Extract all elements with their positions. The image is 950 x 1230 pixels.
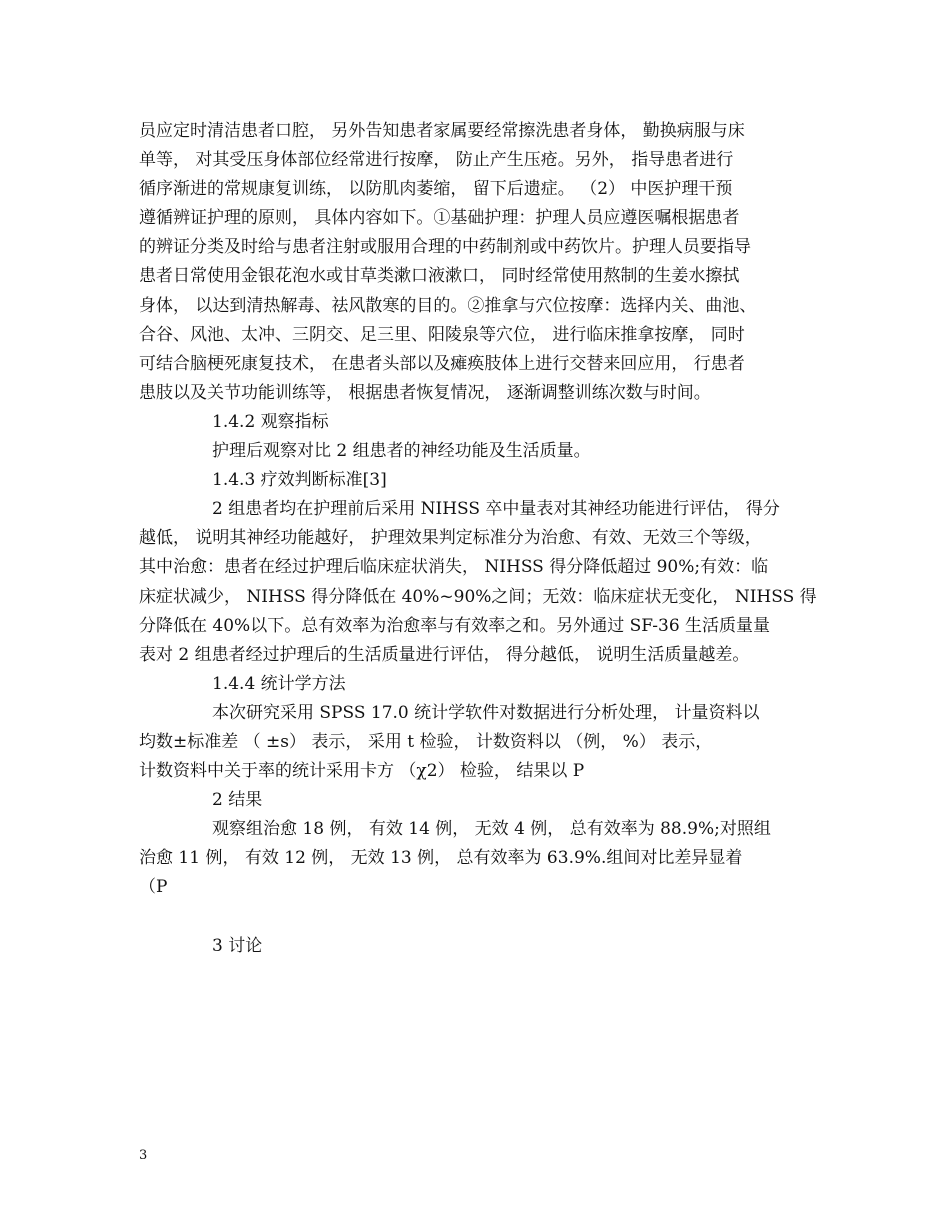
body-line: 治愈 11 例， 有效 12 例， 无效 13 例， 总有效率为 63.9%.组间对比差异显着	[139, 848, 743, 869]
body-line: 遵循辨证护理的原则， 具体内容如下。①基础护理：护理人员应遵医嘱根据患者	[139, 208, 740, 229]
section-heading: 1.4.3 疗效判断标准[3]	[212, 470, 387, 491]
body-line: 患肢以及关节功能训练等， 根据患者恢复情况， 逐渐调整训练次数与时间。	[139, 382, 711, 403]
body-line: 单等， 对其受压身体部位经常进行按摩， 防止产生压疮。另外， 指导患者进行	[139, 150, 734, 171]
document-body	[139, 117, 819, 961]
body-line: （P	[139, 877, 168, 898]
body-line: 分降低在 40%以下。总有效率为治愈率与有效率之和。另外通过 SF-36 生活质量量	[139, 615, 771, 636]
body-line: 可结合脑梗死康复技术， 在患者头部以及瘫痪肢体上进行交替来回应用， 行患者	[139, 353, 745, 374]
body-line: 2 组患者均在护理前后采用 NIHSS 卒中量表对其神经功能进行评估， 得分	[212, 499, 780, 520]
body-line: 均数±标准差 （ ±s） 表示， 采用 t 检验， 计数资料以 （例， %） 表示，	[139, 731, 713, 752]
body-line: 表对 2 组患者经过护理后的生活质量进行评估， 得分越低， 说明生活质量越差。	[139, 644, 750, 665]
page-number: 3	[139, 1148, 148, 1163]
section-heading: 2 结果	[212, 790, 263, 811]
body-line: 本次研究采用 SPSS 17.0 统计学软件对数据进行分析处理， 计量资料以	[212, 702, 760, 723]
section-heading: 1.4.2 观察指标	[212, 411, 329, 432]
body-line: 护理后观察对比 2 组患者的神经功能及生活质量。	[212, 441, 591, 462]
body-line: 身体， 以达到清热解毒、祛风散寒的目的。②推拿与穴位按摩：选择内关、曲池、	[139, 295, 757, 316]
body-line: 患者日常使用金银花泡水或甘草类漱口液漱口， 同时经常使用熬制的生姜水擦拭	[139, 266, 740, 287]
body-line: 循序渐进的常规康复训练， 以防肌肉萎缩， 留下后遗症。 （2） 中医护理干预	[139, 179, 733, 200]
body-line: 越低， 说明其神经功能越好， 护理效果判定标准分为治愈、有效、无效三个等级，	[139, 528, 762, 549]
blank-line	[139, 903, 819, 932]
section-heading: 3 讨论	[212, 935, 263, 956]
body-line: 员应定时清洁患者口腔， 另外告知患者家属要经常擦洗患者身体， 勤换病服与床	[139, 121, 745, 141]
body-line: 合谷、风池、太冲、三阴交、足三里、阳陵泉等穴位， 进行临床推拿按摩， 同时	[139, 324, 745, 345]
body-line: 床症状减少， NIHSS 得分降低在 40%~90%之间；无效：临床症状无变化， NIHSS 得	[139, 586, 817, 607]
body-line: 计数资料中关于率的统计采用卡方 （χ2） 检验， 结果以 P	[139, 761, 585, 782]
section-heading: 1.4.4 统计学方法	[212, 673, 346, 694]
body-line: 观察组治愈 18 例， 有效 14 例， 无效 4 例， 总有效率为 88.9%;对照组	[212, 819, 771, 840]
body-line: 的辨证分类及时给与患者注射或服用合理的中药制剂或中药饮片。护理人员要指导	[139, 237, 751, 258]
body-line: 其中治愈：患者在经过护理后临床症状消失， NIHSS 得分降低超过 90%;有效：临	[139, 557, 769, 578]
